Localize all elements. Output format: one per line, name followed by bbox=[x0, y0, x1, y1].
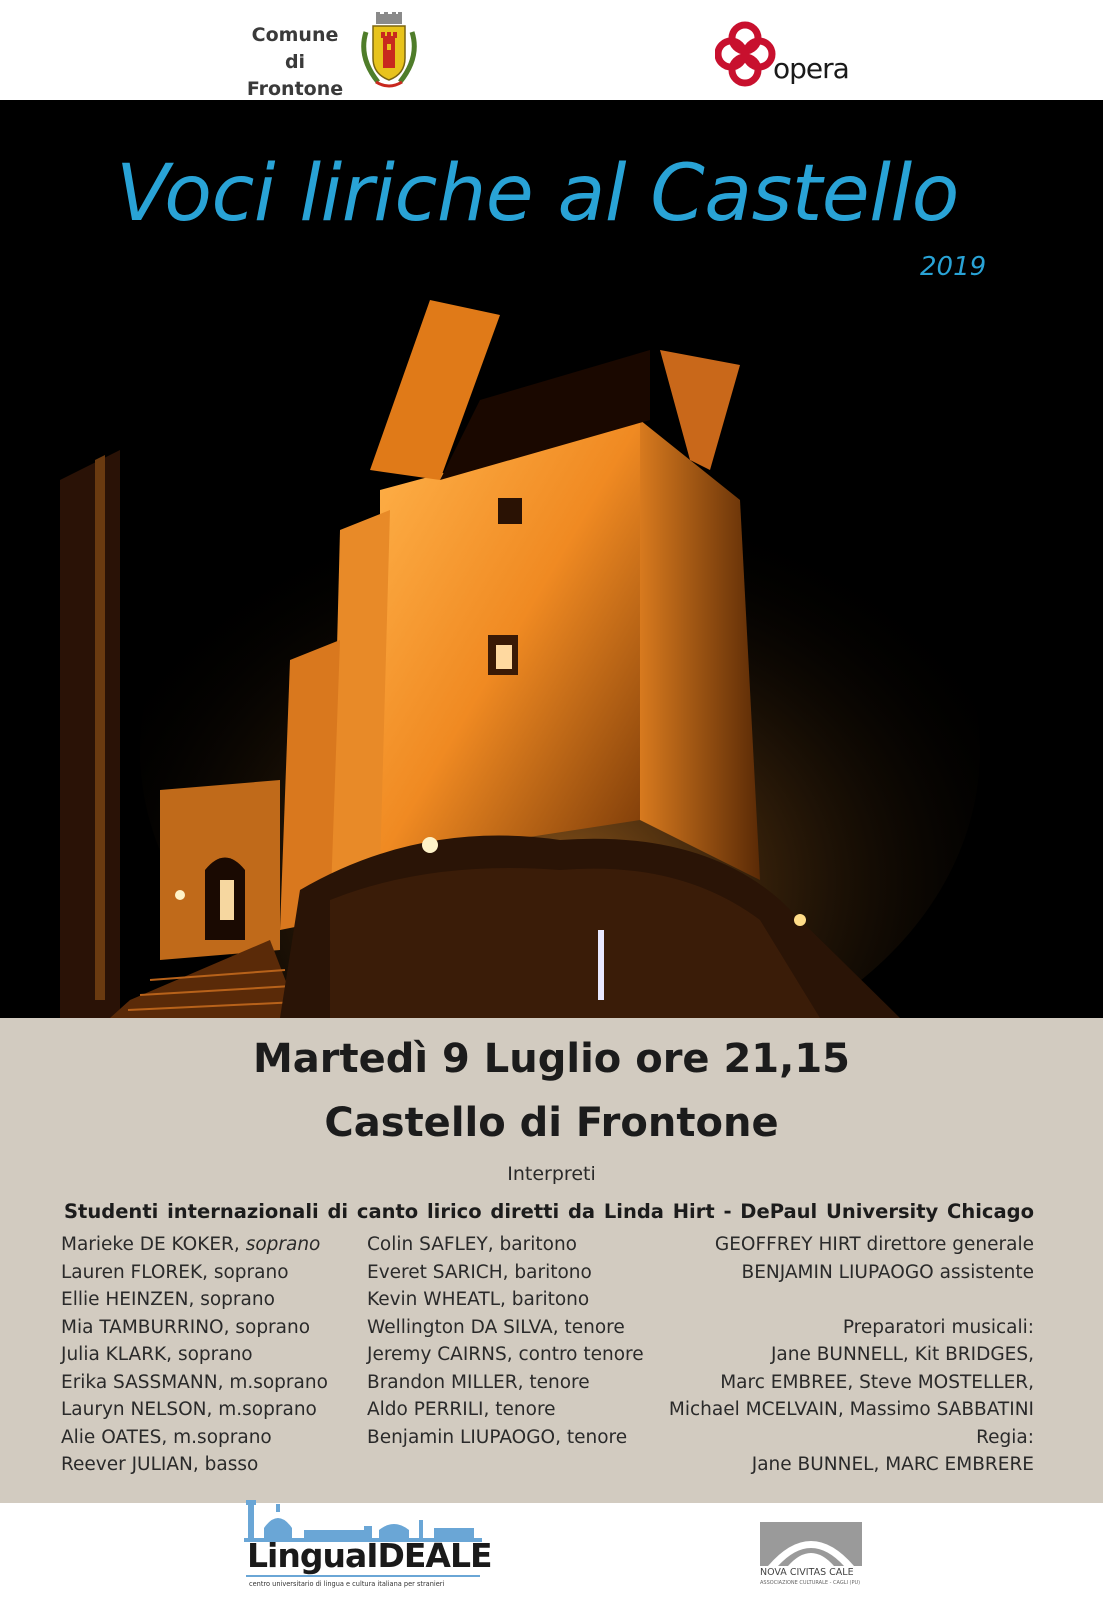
cast-member: Colin SAFLEY, baritono bbox=[367, 1234, 578, 1255]
nova-civitas-subtitle: ASSOCIAZIONE CULTURALE - CAGLI (PU) bbox=[760, 1580, 861, 1586]
cast-member: Alie OATES, m.soprano bbox=[61, 1426, 272, 1448]
cast-member: Kevin WHEATL, baritono bbox=[367, 1289, 590, 1310]
cast-member: Everet SARICH, baritono bbox=[367, 1261, 592, 1283]
arch-bridge-icon bbox=[760, 1522, 862, 1566]
cast-voice: soprano bbox=[245, 1234, 321, 1255]
staff-line: Jane BUNNEL, MARC EMBRERE bbox=[751, 1454, 1034, 1475]
event-date-time: Martedì 9 Luglio ore 21,15 bbox=[252, 1036, 850, 1082]
castle-coat-of-arms-icon bbox=[356, 12, 422, 90]
staff-line bbox=[669, 1286, 1034, 1314]
staff-line: Marc EMBREE, Steve MOSTELLER, bbox=[720, 1371, 1034, 1393]
interpreti-label: Interpreti bbox=[507, 1163, 596, 1185]
cast-column-3 bbox=[669, 1231, 1034, 1479]
opera-logo-text: opera bbox=[773, 52, 849, 85]
quatrefoil-logo-icon bbox=[715, 18, 865, 88]
staff-line: Regia: bbox=[976, 1426, 1034, 1448]
lingua-ideale-wordmark bbox=[247, 1538, 492, 1574]
cast-member: Mia TAMBURRINO, soprano bbox=[61, 1316, 311, 1338]
cast-member: Lauryn NELSON, m.soprano bbox=[61, 1399, 317, 1420]
comune-name bbox=[238, 22, 352, 103]
lingua-part-2: IDEALE bbox=[366, 1536, 492, 1575]
cast-member: Julia KLARK, soprano bbox=[61, 1344, 253, 1365]
cast-member: Reever JULIAN, basso bbox=[61, 1454, 259, 1475]
cast-member: Lauren FLOREK, soprano bbox=[61, 1261, 289, 1283]
students-line: Studenti internazionali di canto lirico diretti da Linda Hirt - DePaul University Chicago bbox=[64, 1200, 1034, 1223]
cast-name: Marieke DE KOKER, bbox=[61, 1234, 240, 1255]
staff-line: Michael MCELVAIN, Massimo SABBATINI bbox=[668, 1399, 1034, 1420]
cast-member: Brandon MILLER, tenore bbox=[367, 1371, 590, 1393]
cast-member: Jeremy CAIRNS, contro tenore bbox=[367, 1344, 644, 1365]
cast-member: Wellington DA SILVA, tenore bbox=[367, 1316, 625, 1338]
lingua-part-1: Lingua bbox=[247, 1536, 367, 1575]
cast-member: Ellie HEINZEN, soprano bbox=[61, 1289, 275, 1310]
staff-line: Preparatori musicali: bbox=[842, 1316, 1034, 1338]
top-header bbox=[0, 0, 1103, 100]
cast-member bbox=[61, 1231, 328, 1259]
staff-line: GEOFFREY HIRT direttore generale bbox=[714, 1234, 1034, 1255]
cast-member: Aldo PERRILI, tenore bbox=[367, 1399, 556, 1420]
lingua-subtitle: centro universitario di lingua e cultura italiana per stranieri bbox=[249, 1580, 445, 1588]
event-venue: Castello di Frontone bbox=[324, 1100, 779, 1146]
cast-member: Benjamin LIUPAOGO, tenore bbox=[367, 1426, 628, 1448]
cast-member: Erika SASSMANN, m.soprano bbox=[61, 1371, 328, 1393]
cast-column-1 bbox=[61, 1231, 328, 1479]
comune-line-2: di Frontone bbox=[246, 51, 344, 100]
poster-title: Voci liriche al Castello bbox=[116, 149, 959, 239]
cast-column-2 bbox=[367, 1231, 644, 1451]
nova-civitas-name: NOVA CIVITAS CALE bbox=[760, 1567, 854, 1578]
comune-line-1: Comune bbox=[251, 24, 339, 46]
staff-line: Jane BUNNELL, Kit BRIDGES, bbox=[770, 1344, 1034, 1365]
footer bbox=[0, 1503, 1103, 1600]
poster-year: 2019 bbox=[920, 252, 987, 282]
staff-line: BENJAMIN LIUPAOGO assistente bbox=[741, 1261, 1034, 1283]
